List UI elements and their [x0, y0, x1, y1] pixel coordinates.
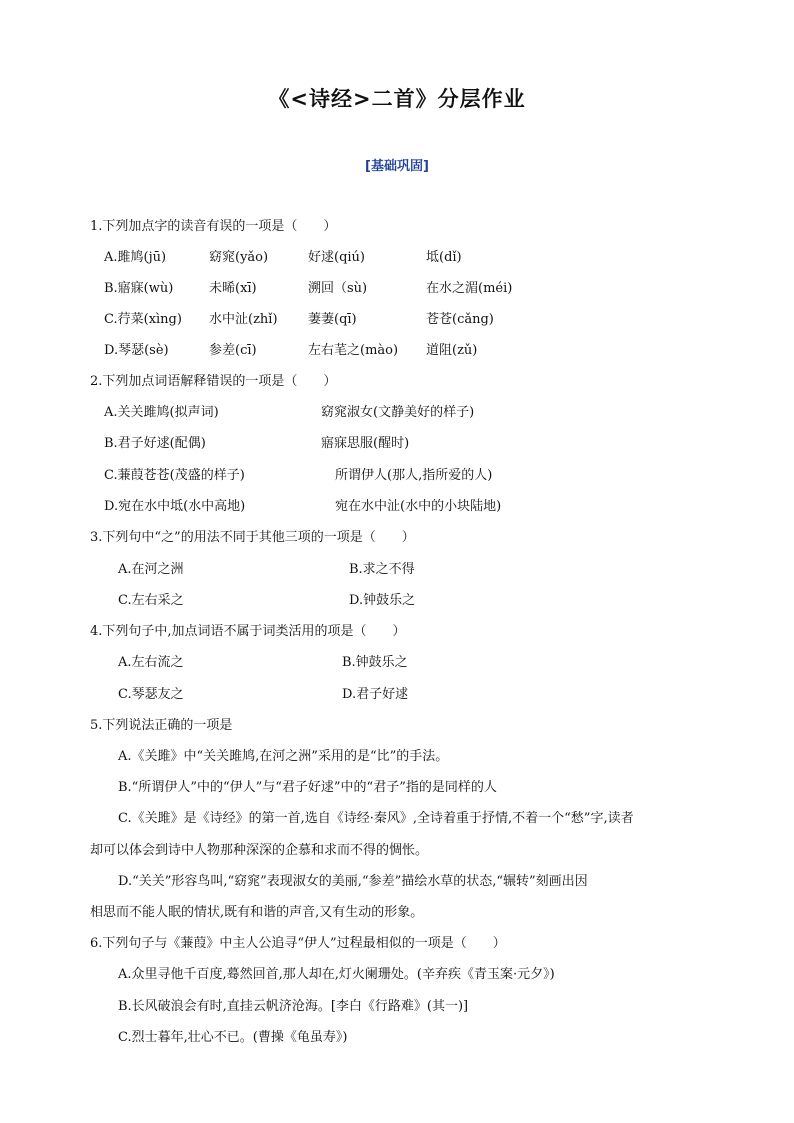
q3-option-c: C.左右采之: [118, 593, 184, 608]
q1-option-a-2: 窈窕(yǎo): [209, 250, 269, 265]
q2-option-d-2: 宛在水中沚(水中的小块陆地): [335, 499, 502, 514]
q3-option-b: B.求之不得: [349, 562, 415, 577]
q2-option-b-2: 寤寐思服(醒时): [321, 436, 410, 451]
q5-option-d: D.“关关”形容鸟叫,“窈窕”表现淑女的美丽,“参差”描绘水草的状态,“辗转”刻画出因: [118, 874, 588, 889]
q1-option-c-2: 水中沚(zhǐ): [209, 312, 278, 327]
q1-option-d-2: 参差(cī): [209, 343, 257, 358]
q1-option-a-3: 好逑(qiú): [308, 250, 365, 265]
q2-option-b-1: B.君子好逑(配偶): [104, 436, 206, 451]
q1-option-b-3: 溯回（sù): [308, 281, 368, 296]
q1-option-a-4: 坻(dǐ): [426, 250, 462, 265]
q3-option-a: A.在河之洲: [118, 562, 184, 577]
q6-option-c: C.烈士暮年,壮心不已。(曹操《龟虽寿》): [118, 1030, 348, 1045]
q5-option-c-cont: 却可以体会到诗中人物那种深深的企慕和求而不得的惆怅。: [90, 843, 429, 858]
q5-option-a: A.《关雎》中“关关雎鸠,在河之洲”采用的是“比”的手法。: [118, 749, 449, 764]
q4-option-a: A.左右流之: [118, 655, 184, 670]
q1-option-a-1: A.雎鸠(jū): [104, 250, 167, 265]
q1-option-c-3: 萋萋(qī): [308, 312, 357, 327]
question-4-stem: 4.下列句子中,加点词语不属于词类活用的项是（ ）: [90, 624, 406, 639]
q1-option-b-4: 在水之湄(méi): [426, 281, 513, 296]
q1-option-d-1: D.琴瑟(sè): [104, 343, 169, 358]
question-2-stem: 2.下列加点词语解释错误的一项是（ ）: [90, 374, 337, 389]
q2-option-d-1: D.宛在水中坻(水中高地): [104, 499, 246, 514]
question-5-stem: 5.下列说法正确的一项是: [90, 718, 233, 733]
page-title: 《<诗经>二首》分层作业: [268, 87, 526, 111]
q4-option-d: D.君子好逑: [342, 687, 409, 702]
q1-option-d-4: 道阻(zǔ): [426, 343, 478, 358]
q1-option-c-1: C.荇菜(xìng): [104, 312, 182, 327]
q5-option-c: C.《关雎》是《诗经》的第一首,选自《诗经·秦风》,全诗着重于抒情,不着一个“愁”字,读者: [118, 811, 634, 826]
q1-option-b-2: 未晞(xī): [209, 281, 257, 296]
q2-option-c-2: 所谓伊人(那人,指所爱的人): [335, 468, 493, 483]
question-3-stem: 3.下列句中“之”的用法不同于其他三项的一项是（ ）: [90, 530, 415, 545]
q6-option-a: A.众里寻他千百度,蓦然回首,那人却在,灯火阑珊处。(辛弃疾《青玉案·元夕》): [118, 967, 555, 982]
section-heading: [基础巩固]: [365, 159, 429, 174]
q5-option-d-cont: 相思而不能人眠的情状,既有和谐的声音,又有生动的形象。: [90, 905, 424, 920]
q5-option-b: B.“所谓伊人”中的“伊人”与“君子好逑”中的“君子”指的是同样的人: [118, 780, 497, 795]
q2-option-a-2: 窈窕淑女(文静美好的样子): [321, 405, 475, 420]
q2-option-a-1: A.关关雎鸠(拟声词): [104, 405, 219, 420]
q6-option-b: B.长风破浪会有时,直挂云帆济沧海。[李白《行路难》(其一)]: [118, 999, 469, 1014]
q1-option-d-3: 左右芼之(mào): [308, 343, 399, 358]
q3-option-d: D.钟鼓乐之: [349, 593, 416, 608]
q4-option-c: C.琴瑟友之: [118, 687, 184, 702]
q2-option-c-1: C.蒹葭苍苍(茂盛的样子): [104, 468, 245, 483]
q4-option-b: B.钟鼓乐之: [342, 655, 408, 670]
question-1-stem: 1.下列加点字的读音有误的一项是（ ）: [90, 219, 337, 234]
q1-option-b-1: B.寤寐(wù): [104, 281, 174, 296]
question-6-stem: 6.下列句子与《蒹葭》中主人公追寻“伊人”过程最相似的一项是（ ）: [90, 936, 506, 951]
q1-option-c-4: 苍苍(cǎng): [426, 312, 494, 327]
